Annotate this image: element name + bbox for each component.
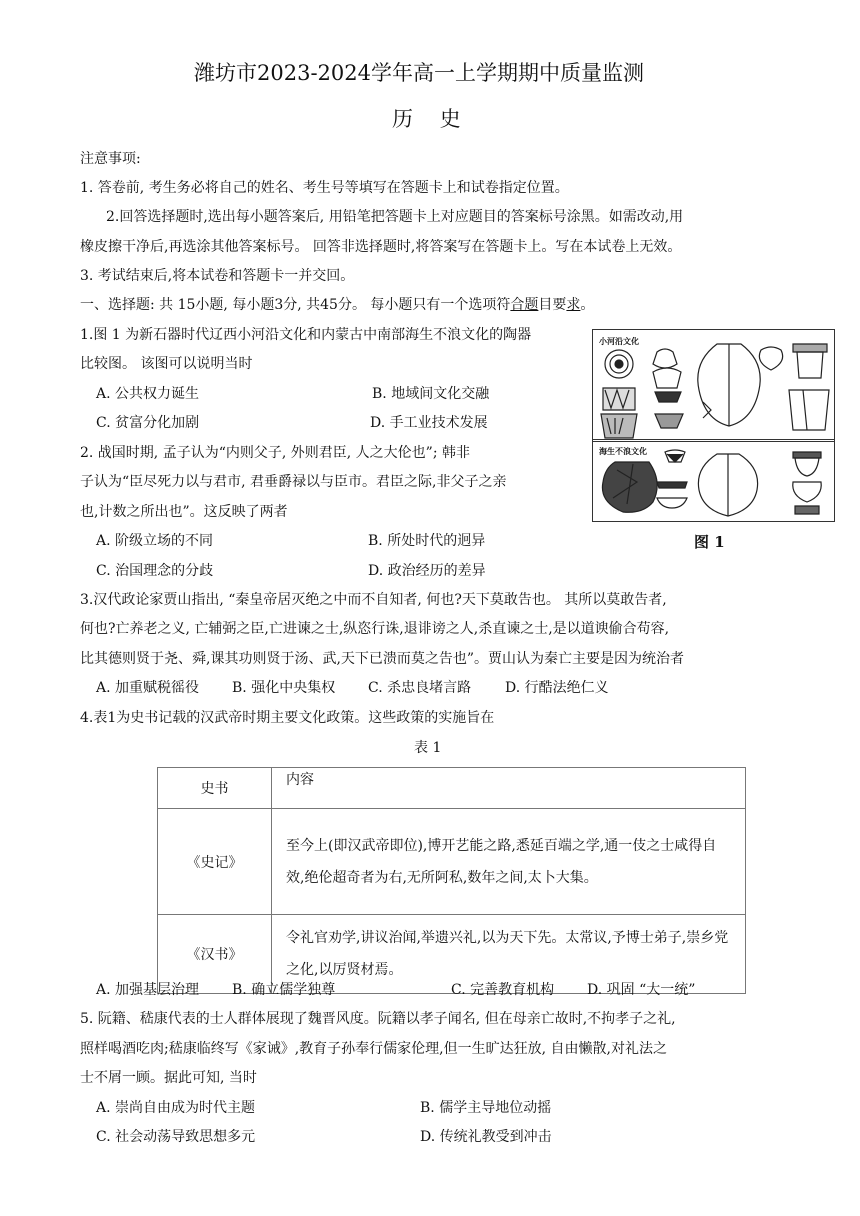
q2-option-d: D. 政治经历的差异 [368, 563, 486, 579]
table-caption: 表 1 [414, 740, 442, 756]
q3-line-1: 3.汉代政论家贾山指出, “秦皇帝居灭绝之中而不自知者, 何也?天下莫敢告也。 其所以莫敢告者, [80, 592, 667, 608]
q1-line-2: 比较图。 该图可以说明当时 [80, 356, 253, 372]
q1-option-c: C. 贫富分化加剧 [96, 415, 200, 431]
q2-option-b: B. 所处时代的迥异 [368, 533, 486, 549]
q5-option-d: D. 传统礼教受到冲击 [420, 1129, 552, 1145]
q1-option-d: D. 手工业技术发展 [370, 415, 488, 431]
section-heading-underlined: 合题 [510, 297, 539, 313]
q2-line-3: 也,计数之所出也”。这反映了两者 [80, 504, 288, 520]
section-heading-middle: 目要 [538, 297, 567, 313]
table-cell-content: 至今上(即汉武帝即位),博开艺能之路,悉延百端之学,通一伎之士咸得自效,绝伦超奇者为右,无所阿私,数年之间,太卜大集。 [272, 809, 746, 915]
section-heading [80, 298, 594, 312]
q4-option-a: A. 加强基层治理 [96, 982, 200, 998]
policy-table [157, 767, 746, 994]
section-heading-underlined-2: 求 [566, 297, 581, 313]
section-heading-end: 。 [580, 297, 595, 313]
table-cell-content: 令礼官劝学,讲议治闻,举遗兴礼,以为天下先。太常议,予博士弟子,崇乡党之化,以厉贤材焉。 [272, 915, 746, 994]
q5-line-1: 5. 阮籍、嵇康代表的士人群体展现了魏晋风度。阮籍以孝子闻名, 但在母亲亡故时,不拘孝子之礼, [80, 1011, 676, 1027]
table-header-content: 内容 [272, 768, 746, 809]
table-header-source: 史书 [158, 768, 272, 809]
pottery-comparison-figure [592, 329, 835, 522]
q1-line-1: 1.图 1 为新石器时代辽西小河沿文化和内蒙古中南部海生不浪文化的陶器 [80, 327, 532, 343]
q4-option-c: C. 完善教育机构 [451, 982, 555, 998]
q3-option-c: C. 杀忠良堵言路 [368, 680, 472, 696]
q2-line-1: 2. 战国时期, 孟子认为“内则父子, 外则君臣, 人之大伦也”; 韩非 [80, 445, 470, 461]
q4-option-b: B. 确立儒学独尊 [232, 982, 336, 998]
q1-option-b: B. 地域间文化交融 [372, 386, 490, 402]
notes-heading: 注意事项: [80, 151, 141, 167]
exam-title: 潍坊市2023-2024学年高一上学期期中质量监测 [194, 61, 644, 85]
note-3: 3. 考试结束后,将本试卷和答题卡一并交回。 [80, 268, 355, 284]
q5-option-a: A. 崇尚自由成为时代主题 [96, 1100, 256, 1116]
figure-label-haishengbulang: 海生不浪文化 [599, 447, 647, 456]
q3-option-d: D. 行酷法绝仁义 [505, 680, 609, 696]
table-cell-source: 《史记》 [158, 809, 272, 915]
figure-caption: 图 1 [694, 533, 725, 551]
section-heading-main: 一、选择题: 共 15小题, 每小题3分, 共45分。 每小题只有一个选项符 [80, 297, 511, 313]
note-2-line-2: 橡皮擦干净后,再选涂其他答案标号。 回答非选择题时,将答案写在答题卡上。写在本试卷上无效。 [80, 239, 682, 255]
table-row [158, 809, 746, 915]
q3-option-a: A. 加重赋税徭役 [96, 680, 200, 696]
q1-option-a: A. 公共权力诞生 [96, 386, 200, 402]
figure-label-xiaoheyan: 小河沿文化 [599, 337, 639, 346]
q3-line-3: 比其德则贤于尧、舜,课其功则贤于汤、武,天下已溃而莫之告也”。贾山认为秦亡主要是因为统治者 [80, 651, 685, 667]
q4-stem: 4.表1为史书记载的汉武帝时期主要文化政策。这些政策的实施旨在 [80, 710, 495, 726]
q5-option-b: B. 儒学主导地位动摇 [420, 1100, 552, 1116]
q3-option-b: B. 强化中央集权 [232, 680, 336, 696]
note-2-line-1: 2.回答选择题时,选出每小题答案后, 用铅笔把答题卡上对应题目的答案标号涂黑。如需改动,用 [106, 209, 684, 225]
note-1: 1. 答卷前, 考生务必将自己的姓名、考生号等填写在答题卡上和试卷指定位置。 [80, 180, 569, 196]
q2-line-2: 子认为“臣尽死力以与君市, 君垂爵禄以与臣市。君臣之际,非父子之亲 [80, 474, 507, 490]
pottery-drawings [593, 330, 834, 521]
table-cell-source: 《汉书》 [158, 915, 272, 994]
q5-line-2: 照样喝酒吃肉;嵇康临终写《家诫》,教育子孙奉行儒家伦理,但一生旷达狂放, 自由懒散,对礼法之 [80, 1041, 667, 1057]
table-header-row [158, 768, 746, 809]
q2-option-a: A. 阶级立场的不同 [96, 533, 214, 549]
q2-option-c: C. 治国理念的分歧 [96, 563, 214, 579]
q5-option-c: C. 社会动荡导致思想多元 [96, 1129, 256, 1145]
q3-line-2: 何也?亡养老之义, 亡辅弼之臣,亡进谏之士,纵恣行诛,退诽谤之人,杀直谏之士,是以道谀偷合苟容, [80, 621, 670, 637]
q5-line-3: 士不屑一顾。据此可知, 当时 [80, 1070, 257, 1086]
q4-option-d: D. 巩固 “大一统” [587, 982, 696, 998]
subject-title: 历 史 [392, 107, 471, 131]
